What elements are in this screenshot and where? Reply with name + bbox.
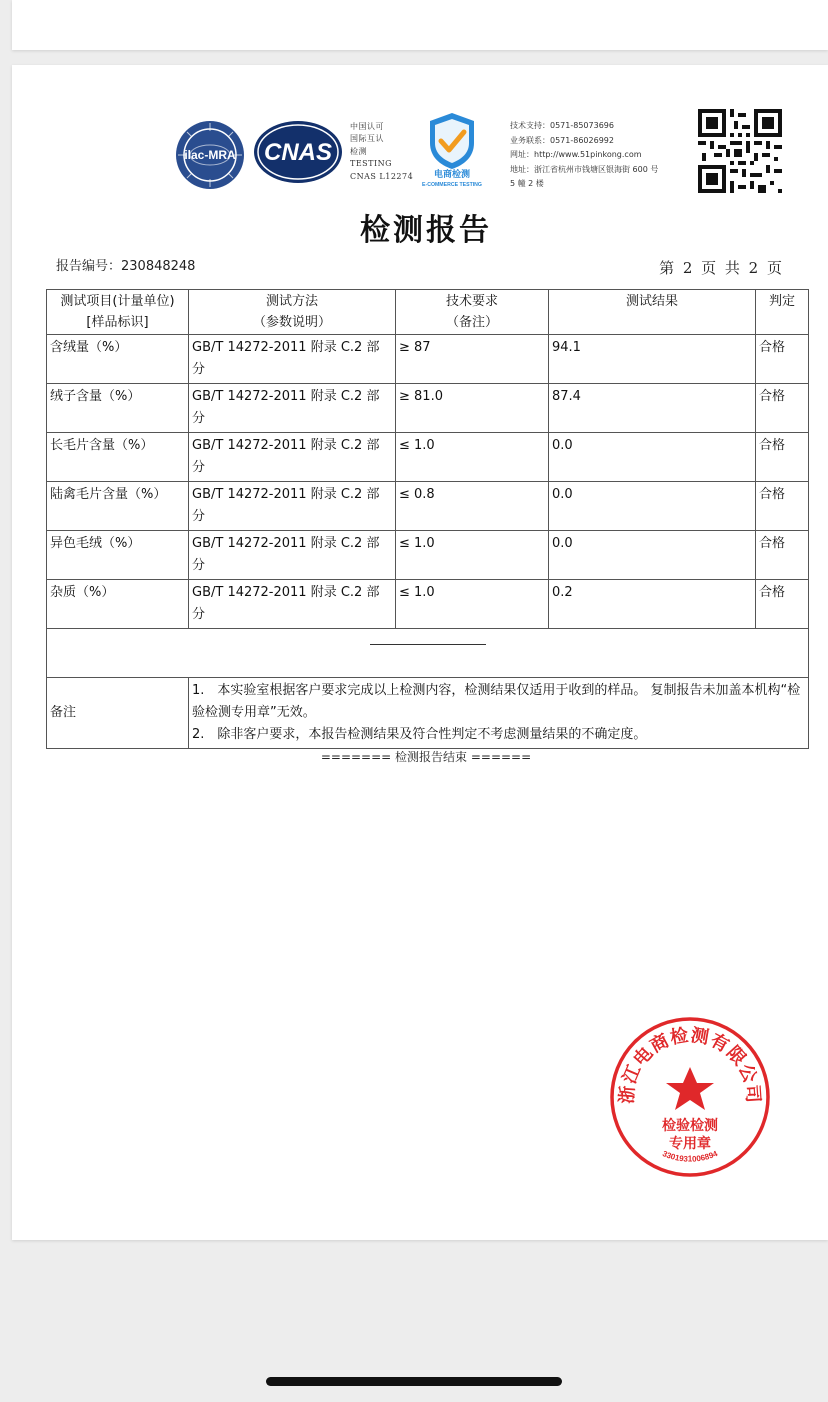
cell-item: 异色毛绒（%） bbox=[47, 531, 189, 580]
qr-code bbox=[698, 109, 782, 193]
cnas-logo bbox=[252, 119, 344, 185]
table-header-row bbox=[47, 290, 809, 335]
cnas-line: 中国认可 bbox=[350, 122, 384, 131]
note-item: 1. 本实验室根据客户要求完成以上检测内容，检测结果仅适用于收到的样品。 复制报告未加盖本机构“检验检测专用章”无效。 bbox=[192, 683, 801, 720]
seal-code: 3301931006894 bbox=[661, 1149, 719, 1164]
header-test-item bbox=[47, 290, 189, 335]
cnas-line: 国际互认 bbox=[350, 134, 384, 144]
table-divider-row bbox=[47, 629, 809, 678]
cnas-line: 检测 bbox=[350, 146, 367, 156]
report-page bbox=[12, 65, 828, 1240]
seal-center-line1: 检验检测 bbox=[662, 1118, 718, 1134]
cell-result: 0.0 bbox=[549, 482, 756, 531]
table-row bbox=[47, 384, 809, 433]
cell-verdict: 合格 bbox=[756, 384, 809, 433]
cell-method: GB/T 14272-2011 附录 C.2 部分 bbox=[189, 482, 396, 531]
header-line: [样品标识] bbox=[86, 315, 149, 330]
header-line: 测试方法 bbox=[265, 294, 318, 309]
page-indicator: 第 2 页 共 2 页 bbox=[659, 259, 784, 277]
seal-star-icon bbox=[666, 1067, 714, 1110]
cell-requirement: ≤ 1.0 bbox=[396, 531, 549, 580]
cell-result: 0.0 bbox=[549, 433, 756, 482]
cell-result: 0.0 bbox=[549, 531, 756, 580]
official-seal-stamp bbox=[608, 1015, 772, 1179]
header-line: 测试项目(计量单位) bbox=[60, 294, 175, 309]
cell-method: GB/T 14272-2011 附录 C.2 部分 bbox=[189, 335, 396, 384]
cell-verdict: 合格 bbox=[756, 531, 809, 580]
shield-en-text: E-COMMERCE TESTING bbox=[422, 182, 482, 187]
cnas-accreditation-text bbox=[350, 121, 413, 183]
cnas-line: CNAS L12274 bbox=[350, 171, 414, 181]
contact-info bbox=[510, 119, 658, 192]
cell-item: 陆禽毛片含量（%） bbox=[47, 482, 189, 531]
report-number: 报告编号：230848248 bbox=[56, 259, 196, 274]
header-line: （参数说明） bbox=[252, 315, 331, 330]
cell-method: GB/T 14272-2011 附录 C.2 部分 bbox=[189, 433, 396, 482]
contact-line: 地址：浙江省杭州市钱塘区银海街 600 号 bbox=[510, 164, 659, 174]
previous-page bbox=[12, 0, 828, 50]
contact-line: 5 幢 2 楼 bbox=[510, 179, 544, 189]
cell-requirement: ≤ 1.0 bbox=[396, 580, 549, 629]
notes-cell bbox=[189, 678, 809, 749]
table-row bbox=[47, 580, 809, 629]
cnas-logo-text: CNAS bbox=[263, 139, 333, 166]
header-line: 技术要求 bbox=[445, 294, 498, 309]
table-row bbox=[47, 531, 809, 580]
cell-result: 94.1 bbox=[549, 335, 756, 384]
header-result bbox=[549, 290, 756, 335]
shield-cn-text: 电商检测 bbox=[433, 170, 471, 180]
header-line: 判定 bbox=[768, 294, 795, 309]
table-row bbox=[47, 482, 809, 531]
notes-label: 备注 bbox=[47, 678, 189, 749]
contact-line: 业务联系：0571-86026992 bbox=[510, 135, 614, 145]
report-end-marker: ======= 检测报告结束 ====== bbox=[320, 750, 532, 764]
table-row bbox=[47, 433, 809, 482]
cell-verdict: 合格 bbox=[756, 482, 809, 531]
cell-method: GB/T 14272-2011 附录 C.2 部分 bbox=[189, 580, 396, 629]
notes-row bbox=[47, 678, 809, 749]
cell-item: 绒子含量（%） bbox=[47, 384, 189, 433]
header-verdict bbox=[756, 290, 809, 335]
ecommerce-testing-shield-logo bbox=[414, 109, 490, 187]
test-results-table bbox=[46, 289, 809, 749]
cell-method: GB/T 14272-2011 附录 C.2 部分 bbox=[189, 384, 396, 433]
header-line: （备注） bbox=[445, 315, 498, 330]
divider-line bbox=[370, 644, 486, 645]
cnas-line: TESTING bbox=[350, 159, 393, 169]
cell-item: 长毛片含量（%） bbox=[47, 433, 189, 482]
ilac-logo-text: ilac-MRA bbox=[184, 148, 236, 162]
cell-result: 87.4 bbox=[549, 384, 756, 433]
header-test-method bbox=[189, 290, 396, 335]
report-title: 检测报告 bbox=[360, 213, 492, 248]
ilac-mra-logo bbox=[174, 119, 246, 191]
cell-requirement: ≥ 87 bbox=[396, 335, 549, 384]
cell-item: 含绒量（%） bbox=[47, 335, 189, 384]
seal-center-line2: 专用章 bbox=[669, 1136, 711, 1152]
cell-requirement: ≥ 81.0 bbox=[396, 384, 549, 433]
contact-line: 技术支持：0571-85073696 bbox=[510, 121, 614, 130]
cell-verdict: 合格 bbox=[756, 433, 809, 482]
cell-requirement: ≤ 0.8 bbox=[396, 482, 549, 531]
cell-method: GB/T 14272-2011 附录 C.2 部分 bbox=[189, 531, 396, 580]
cell-result: 0.2 bbox=[549, 580, 756, 629]
header-line: 测试结果 bbox=[625, 294, 678, 309]
table-row bbox=[47, 335, 809, 384]
home-indicator[interactable] bbox=[266, 1377, 562, 1386]
cell-requirement: ≤ 1.0 bbox=[396, 433, 549, 482]
header-requirement bbox=[396, 290, 549, 335]
contact-line: 网址：http://www.51pinkong.com bbox=[510, 150, 642, 160]
cell-verdict: 合格 bbox=[756, 335, 809, 384]
cell-item: 杂质（%） bbox=[47, 580, 189, 629]
note-item: 2. 除非客户要求，本报告检测结果及符合性判定不考虑测量结果的不确定度。 bbox=[192, 727, 647, 742]
divider-cell bbox=[47, 629, 809, 678]
seal-org-name: 浙江电商检测有限公司 bbox=[616, 1024, 764, 1105]
cell-verdict: 合格 bbox=[756, 580, 809, 629]
